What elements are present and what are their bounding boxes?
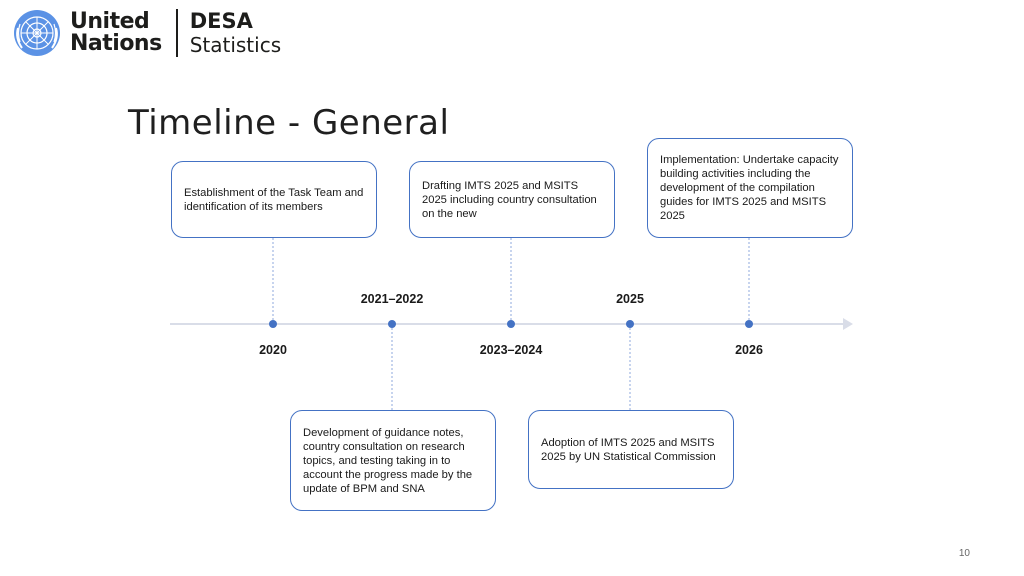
dot-2025 <box>626 320 634 328</box>
milestone-box-2026 <box>647 138 853 238</box>
slide-title: Timeline - General <box>128 103 450 143</box>
milestone-text: Development of guidance notes, country consultation on research topics, and testing taking in to account the progress made by the update of BPM and SNA <box>303 426 473 495</box>
milestone-text: Drafting IMTS 2025 and MSITS 2025 including country consultation on the new <box>422 180 597 220</box>
milestone-box-2021-2022 <box>290 410 496 511</box>
page-number: 10 <box>958 548 970 559</box>
dot-2023-2024 <box>507 320 515 328</box>
org-line2: Nations <box>70 31 162 56</box>
milestone-text: Implementation: Undertake capacity building activities including the development of the compilation guides for IMTS 2025 and MSITS 2025 <box>660 154 839 222</box>
milestone-text: Adoption of IMTS 2025 and MSITS 2025 by UN Statistical Commission <box>541 436 716 463</box>
year-label-2026: 2026 <box>735 343 763 357</box>
dept-line1: DESA <box>189 9 253 33</box>
org-line1: United <box>70 9 150 34</box>
year-label-2023-2024: 2023–2024 <box>479 343 543 357</box>
year-label-2021-2022: 2021–2022 <box>360 292 424 306</box>
year-label-2025: 2025 <box>616 292 644 306</box>
dot-2021-2022 <box>388 320 396 328</box>
dept-line2: Statistics <box>189 33 282 57</box>
dot-2020 <box>269 320 277 328</box>
dot-2026 <box>745 320 753 328</box>
milestone-box-2023-2024 <box>409 161 615 238</box>
timeline-arrow-icon <box>843 318 853 330</box>
year-label-2020: 2020 <box>259 343 287 357</box>
milestone-box-2025 <box>528 410 734 489</box>
milestone-text: Establishment of the Task Team and identification of its members <box>184 186 364 213</box>
milestone-box-2020 <box>171 161 377 238</box>
